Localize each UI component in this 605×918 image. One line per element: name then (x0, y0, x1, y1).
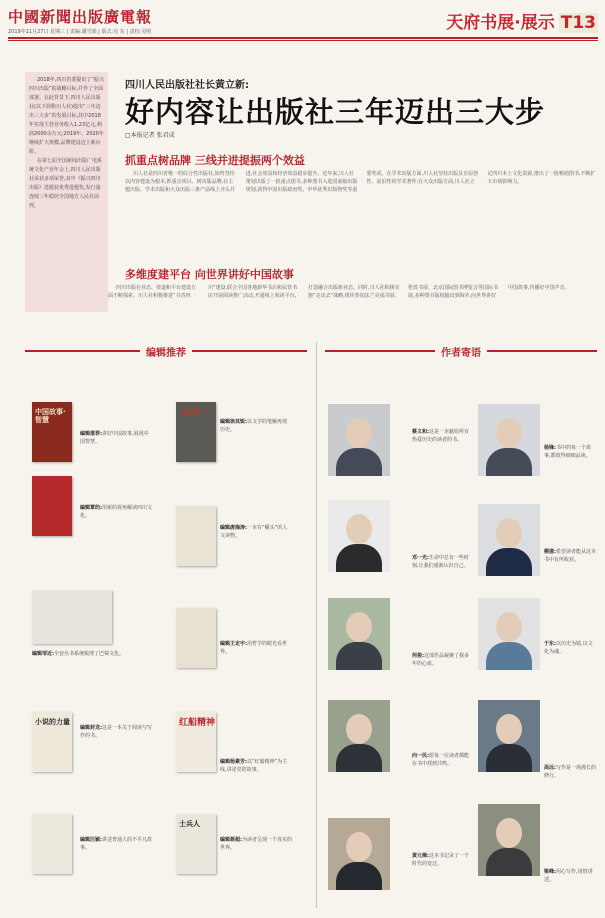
editor-name: 编辑封龙: (80, 725, 102, 731)
book-cover (176, 608, 216, 668)
book-cover (32, 814, 72, 874)
caption-text: 这本书记录了一个时代的变迁。 (412, 853, 470, 867)
section-bar-books (25, 344, 307, 358)
body-paragraph: 四川出版在业态、渠道和平台建设方面不断探索。川人社积极推进“书香四川”建设,联合全国各地新华书店和民营书店开展阅读推广活动,开通线上阅读平台,打造融合出版新业态。同时,川人社积极实施“走出去”战略,组织参加法兰克福书展、伦敦书展、北京国际图书博览会等国际书展,多种图书版权输出到海外,向世界讲好中国故事,传播好中国声音。 (108, 285, 570, 299)
face (496, 714, 522, 744)
author-caption (412, 852, 472, 868)
sidebar-paragraph: 2018年,四川省委提出了“振兴四川出版”的战略目标,并作了全面部署。在此背景下,四川人民出版社(以下简称川人社)提出“三年迈出三大步”的发展目标,其中2018年实现主营业务收入1.23亿元,利润2000余万元;2019年、2020年继续扩大规模,品牌建设迈上新台阶。 (29, 77, 104, 155)
face (346, 714, 372, 744)
editor-name: 编辑推荐: (80, 431, 102, 437)
caption-text: 用哲学的眼光看世界。 (220, 641, 288, 655)
book-cover-title: 中国故事·智慧 (35, 408, 66, 424)
face (346, 418, 372, 448)
book-cover (176, 506, 216, 566)
author-photo (478, 504, 540, 576)
face (496, 818, 522, 848)
author-photo (328, 500, 390, 572)
book-cover (32, 402, 72, 462)
author-name: 杨锋: (544, 445, 556, 451)
caption-text: 以“红船精神”为主线,讲述党的故事。 (220, 759, 288, 773)
author-photo (328, 598, 390, 670)
book-cover-title: 上甘岭 (179, 408, 200, 416)
author-photo (478, 804, 540, 876)
book-cover (176, 402, 216, 462)
editor-name: 编辑汪颖: (80, 837, 102, 843)
body (486, 448, 532, 476)
caption-text: 为读者呈现一个真实的世界。 (220, 837, 293, 851)
author-caption (544, 640, 596, 656)
book-caption (220, 524, 292, 540)
caption-text: 讲述普通人的不平凡故事。 (80, 837, 153, 851)
article-body-1 (125, 170, 600, 258)
author-caption (412, 428, 472, 444)
body (486, 548, 532, 576)
author-name: 高远: (544, 765, 556, 771)
body (486, 642, 532, 670)
caption-text: 一本有“嚼头”的人文读物。 (220, 525, 288, 539)
column-title (446, 8, 598, 33)
body (486, 848, 532, 876)
body (336, 862, 382, 890)
body (336, 642, 382, 670)
section-title-books: 编辑推荐 (140, 344, 192, 359)
caption-text: 希望读者能从这本书中有所收获。 (544, 549, 597, 563)
book-cover (32, 476, 72, 536)
author-caption (412, 752, 472, 768)
author-name: 黄元樟: (412, 853, 429, 859)
article-kicker: 四川人民出版社社长黄立新: (125, 80, 249, 91)
editor-name: 编辑蒋超: (220, 837, 242, 843)
editor-name: 编辑覃的: (80, 505, 102, 511)
caption-text: 用心写作,用情讲述。 (544, 869, 593, 883)
caption-text: 以历史为镜,以文化为魂。 (544, 641, 593, 655)
caption-text: 写作是一场漫长的修行。 (544, 765, 597, 779)
author-name: 柳滋: (544, 549, 556, 555)
section-title-authors: 作者寄语 (435, 344, 487, 359)
author-photo (478, 404, 540, 476)
caption-text: 这是一本关于阅读与写作的书。 (80, 725, 153, 739)
author-photo (328, 818, 390, 890)
book-cover-title: 红船精神 (179, 718, 216, 728)
author-photo (478, 598, 540, 670)
body (336, 544, 382, 572)
body-paragraph: 川人社是四川省唯一的综合性出版社,始终坚持以内容建设为根本,抓重点项目、树出版品牌,在主题出版、学术出版和大众出版三条产品线上齐头并进,社会效益和经济效益稳步提升。近年来,川人社策划出版了一批重点图书,多种图书入选国家级出版规划,获得中国出版政府奖、中华优秀出版物奖等重要奖项。在学术出版方面,川人社坚持出版具有原创性、前沿性的学术著作;在大众出版方面,川人社立足四川本土文化资源,推出了一批畅销图书,不断扩大市场影响力。 (125, 171, 596, 193)
author-photo (328, 700, 390, 772)
book-caption (220, 836, 292, 852)
book-set-cover (32, 590, 112, 644)
column-divider (316, 342, 317, 908)
author-caption (544, 868, 596, 884)
top-rule-thin (8, 40, 598, 41)
book-cover-title: 小说的力量 (35, 718, 70, 726)
book-cover-title: 士兵人 (179, 820, 200, 828)
face (346, 612, 372, 642)
author-caption (544, 548, 596, 564)
page-number: T13 (560, 13, 596, 33)
sidebar-summary (25, 72, 108, 312)
caption-text: 书中的每一个故事,都值得细细品读。 (544, 445, 592, 459)
caption-text: 全套丛书系统梳理了巴蜀文化。 (54, 651, 125, 657)
author-name: 蔡义和: (412, 429, 429, 435)
subhead-1: 抓重点树品牌 三线并进提振两个效益 (125, 154, 305, 167)
book-cover (32, 712, 72, 772)
face (496, 418, 522, 448)
author-name: 何俊: (412, 653, 424, 659)
author-name: 梁峰: (544, 869, 556, 875)
book-caption (220, 640, 292, 656)
subhead-2: 多维度建平台 向世界讲好中国故事 (125, 268, 294, 281)
article-headline: 好内容让出版社三年迈出三大步 (125, 95, 546, 129)
editor-name: 编辑徐其锐: (220, 419, 248, 425)
book-caption (220, 418, 292, 434)
book-caption (80, 836, 152, 852)
book-caption (220, 758, 292, 774)
body (336, 448, 382, 476)
editor-name: 编辑杨素芳: (220, 759, 248, 765)
caption-text: 用新的视角解读四川文化。 (80, 505, 153, 519)
top-rule (8, 37, 598, 39)
book-caption (32, 650, 152, 658)
author-photo (328, 404, 390, 476)
sidebar-paragraph: 在第七届全国新闻出版广电系统文化产业年会上,四川人民出版社荣获多项荣誉,其中《振兴四川出版》选题获优秀选题奖,发行量连续三年稳居全国地方人民社前列。 (29, 158, 103, 209)
author-caption (412, 554, 472, 570)
newspaper-name: 中國新聞出版廣電報 (8, 8, 153, 26)
face (346, 514, 372, 544)
section-bar-authors (325, 344, 597, 358)
author-photo (478, 700, 540, 772)
caption-text: 这部作品凝聚了我多年的心血。 (412, 653, 470, 667)
face (496, 518, 522, 548)
editor-name: 编辑王定宇: (220, 641, 248, 647)
author-name: 于东: (544, 641, 556, 647)
author-name: 邓一光: (412, 555, 429, 561)
column-name: 天府书展·展示 (446, 13, 555, 33)
author-caption (544, 764, 596, 780)
caption-text: 愿每一位读者都能在书中找到共鸣。 (412, 753, 470, 767)
author-name: 向一民: (412, 753, 429, 759)
caption-text: 生命中总有一些时刻,让我们重新认识自己。 (412, 555, 470, 569)
book-caption (80, 724, 152, 740)
article-byline: □本报记者 张君成 (125, 132, 175, 139)
book-caption (80, 504, 152, 520)
caption-text: 以文学的笔触再现历史。 (220, 419, 288, 433)
date-line: 2019年11月27日 星期三 | 责编:潘雪娟 | 版式:吴 东 | 责校:吴明 (8, 29, 152, 35)
author-caption (412, 652, 472, 668)
book-caption (80, 430, 152, 446)
editor-name: 编辑邹近: (32, 651, 54, 657)
body (486, 744, 532, 772)
editor-name: 编辑唐海涛: (220, 525, 248, 531)
author-caption (544, 444, 596, 460)
book-cover (176, 814, 216, 874)
face (346, 832, 372, 862)
body (336, 744, 382, 772)
article-body-2 (108, 284, 600, 334)
face (496, 612, 522, 642)
book-cover (176, 712, 216, 772)
caption-text: 这是一本献给所有热爱历史的读者的书。 (412, 429, 470, 443)
caption-text: 讲好中国故事,展现中国智慧。 (80, 431, 149, 445)
